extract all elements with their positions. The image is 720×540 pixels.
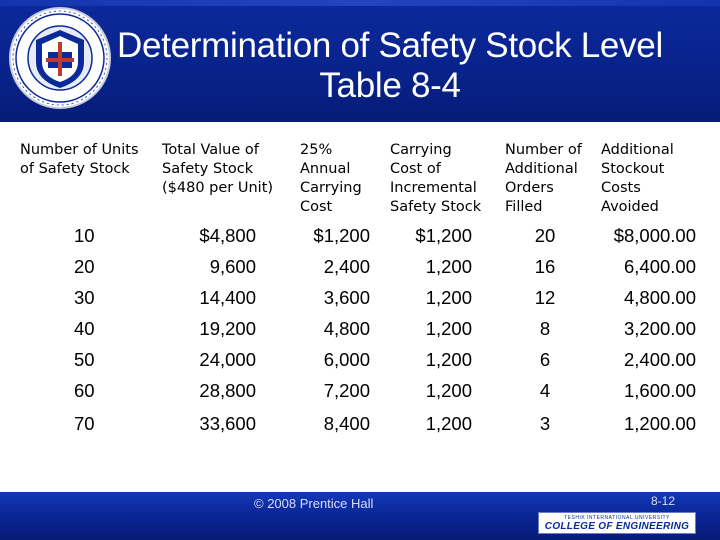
table-cell: 1,200: [425, 287, 472, 308]
header-line: Annual: [300, 161, 351, 177]
table-cell: 8,400: [323, 413, 370, 434]
table-cell: 3,200.00: [623, 318, 696, 339]
table-cell: 6,000: [323, 349, 370, 370]
column-header-annual-carrying-cost: [300, 141, 362, 217]
table-cell: $1,200: [313, 225, 370, 246]
table-cell: 20: [74, 256, 95, 277]
table-row: [0, 412, 720, 442]
header-line: ($480 per Unit): [162, 180, 274, 196]
column-header-incremental-cost: [390, 141, 481, 217]
badge-college-name: COLLEGE OF ENGINEERING: [544, 521, 690, 532]
header-line: Total Value of: [162, 142, 259, 158]
header-line: Safety Stock: [390, 199, 482, 215]
slide-footer: [0, 492, 720, 540]
table-cell: 28,800: [199, 380, 256, 401]
header-line: Safety Stock: [162, 161, 254, 177]
table-cell: 12: [534, 287, 556, 308]
header-line: Number of Units: [20, 142, 139, 158]
table-cell: 19,200: [199, 318, 256, 339]
table-cell: 24,000: [199, 349, 256, 370]
table-cell: 30: [74, 287, 95, 308]
table-cell: 2,400: [323, 256, 370, 277]
table-cell: 70: [74, 413, 95, 434]
header-line: 25%: [300, 142, 333, 158]
column-header-orders-filled: [505, 141, 582, 217]
table-cell: 4,800: [323, 318, 370, 339]
title-line-2: Table 8-4: [319, 66, 461, 105]
slide-title: [100, 26, 680, 106]
header-line: Incremental: [390, 180, 477, 196]
table-cell: $1,200: [415, 225, 472, 246]
copyright-text: © 2008 Prentice Hall: [254, 496, 374, 511]
table-row: [0, 286, 720, 316]
slide-header: [0, 0, 720, 122]
header-line: Stockout: [601, 161, 665, 177]
table-cell: 4: [539, 380, 551, 401]
table-cell: 14,400: [199, 287, 256, 308]
table-cell: 3: [539, 413, 551, 434]
header-line: Carrying: [390, 142, 452, 158]
table-cell: 16: [534, 256, 556, 277]
table-cell: 1,200: [425, 318, 472, 339]
table-cell: 1,200: [425, 413, 472, 434]
table-row: [0, 224, 720, 254]
table-cell: 20: [534, 225, 556, 246]
table-cell: 10: [74, 225, 95, 246]
table-cell: 1,200: [425, 380, 472, 401]
badge-university-name: TESHIK INTERNATIONAL UNIVERSITY: [564, 515, 670, 521]
table-cell: 2,400.00: [623, 349, 696, 370]
table-cell: 9,600: [209, 256, 256, 277]
college-logo-badge: [538, 512, 696, 534]
table-cell: 8: [539, 318, 551, 339]
header-line: Additional: [601, 142, 674, 158]
table-cell: 50: [74, 349, 95, 370]
table-cell: 1,600.00: [623, 380, 696, 401]
table-row: [0, 317, 720, 347]
table-cell: 1,200: [425, 349, 472, 370]
header-line: Carrying: [300, 180, 362, 196]
header-line: Number of: [505, 142, 582, 158]
column-header-stockout-costs: [601, 141, 674, 217]
column-header-total-value: [162, 141, 273, 198]
title-line-1: Determination of Safety Stock Level: [117, 26, 663, 65]
table-cell: 60: [74, 380, 95, 401]
table-cell: 6,400.00: [623, 256, 696, 277]
header-line: of Safety Stock: [20, 161, 130, 177]
table-cell: 33,600: [199, 413, 256, 434]
table-cell: 4,800.00: [623, 287, 696, 308]
table-row: [0, 379, 720, 409]
header-line: Costs: [601, 180, 641, 196]
header-line: Cost: [300, 199, 333, 215]
header-line: Additional: [505, 161, 578, 177]
table-cell: $4,800: [199, 225, 256, 246]
table-row: [0, 348, 720, 378]
table-cell: 6: [539, 349, 551, 370]
university-seal-icon: [6, 4, 114, 112]
table-row: [0, 255, 720, 285]
table-cell: 7,200: [323, 380, 370, 401]
header-line: Cost of: [390, 161, 441, 177]
header-line: Avoided: [601, 199, 659, 215]
header-line: Orders: [505, 180, 554, 196]
table-cell: 3,600: [323, 287, 370, 308]
table-cell: 1,200.00: [623, 413, 696, 434]
table-cell: 40: [74, 318, 95, 339]
table-cell: 1,200: [425, 256, 472, 277]
column-header-units: [20, 141, 139, 179]
table-cell: $8,000.00: [613, 225, 696, 246]
header-line: Filled: [505, 199, 543, 215]
page-number: 8-12: [651, 494, 676, 508]
